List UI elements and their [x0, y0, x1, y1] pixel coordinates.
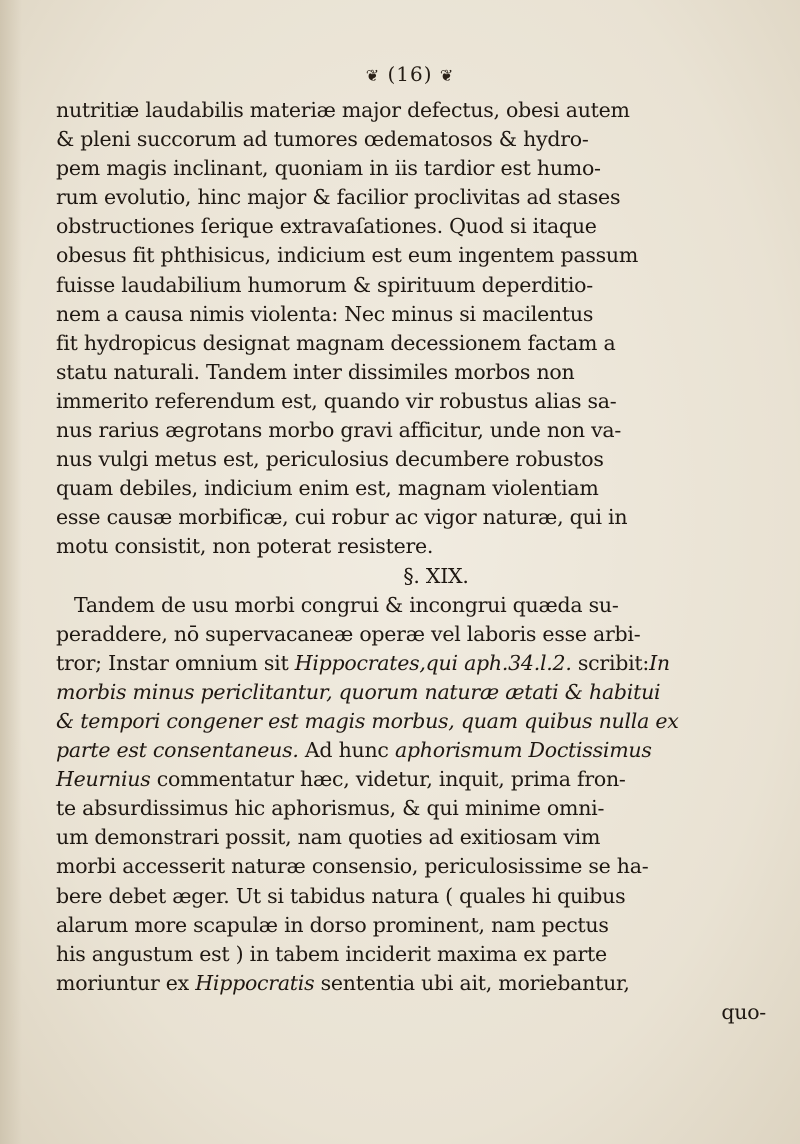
- text-span: scribit:: [571, 650, 650, 675]
- text-line: [56, 940, 776, 969]
- text-span: motu consistit, non poterat resistere.: [56, 534, 434, 559]
- text-span: moriuntur ex: [56, 970, 196, 995]
- italic-text-span: Hippocrates,qui aph.34.l.2.: [294, 650, 572, 675]
- text-line: [56, 445, 776, 474]
- page-spine-shadow: [0, 0, 22, 1144]
- text-span: fuisse laudabilium humorum & spirituum deperditio-: [56, 272, 593, 297]
- text-span: §. XIX.: [403, 563, 469, 588]
- text-line: [56, 474, 776, 503]
- text-line: [56, 387, 776, 416]
- text-line: [56, 329, 776, 358]
- text-line: [56, 882, 776, 911]
- text-span: his angustum est ) in tabem inciderit maxima ex parte: [56, 941, 607, 966]
- text-span: Tandem de usu morbi congrui & incongrui quæda su-: [74, 592, 619, 617]
- italic-text-span: & tempori congener est magis morbus, quam quibus nulla ex: [56, 708, 679, 733]
- text-line: [56, 241, 776, 270]
- page-header: [300, 62, 520, 86]
- text-span: statu naturali. Tandem inter dissimiles morbos non: [56, 359, 575, 384]
- text-line: [56, 969, 776, 998]
- text-line: [56, 96, 776, 125]
- italic-text-span: In: [649, 650, 670, 675]
- text-line: [56, 591, 776, 620]
- text-span: te absurdissimus hic aphorismus, & qui minime omni-: [56, 796, 605, 821]
- text-span: um demonstrari possit, nam quoties ad exitiosam vim: [56, 825, 601, 850]
- body-text: [56, 96, 776, 1027]
- text-span: nus rarius ægrotans morbo gravi afficitur, unde non va-: [56, 418, 622, 443]
- text-line: [56, 212, 776, 241]
- italic-text-span: aphorismum Doctissimus: [394, 738, 652, 763]
- section-heading: [56, 562, 776, 591]
- right-ornament-icon: ❦: [439, 66, 455, 85]
- text-span: nus vulgi metus est, periculosius decumbere robustos: [56, 447, 604, 472]
- text-span: obstructiones ſerique extravaſationes. Quod si itaque: [56, 214, 597, 239]
- text-line: [56, 532, 776, 561]
- text-span: fit hydropicus designat magnam decessionem factam a: [56, 330, 616, 355]
- italic-text-span: parte est consentaneus.: [56, 738, 299, 763]
- text-line: [56, 649, 776, 678]
- text-line: [56, 620, 776, 649]
- italic-text-span: Heurnius: [56, 767, 151, 792]
- text-span: commentatur hæc, videtur, inquit, prima fron-: [150, 767, 626, 792]
- text-span: alarum more scapulæ in dorso prominent, nam pectus: [56, 912, 609, 937]
- text-line: [56, 416, 776, 445]
- text-line: [56, 358, 776, 387]
- text-line: [56, 852, 776, 881]
- text-line: [56, 300, 776, 329]
- text-span: peraddere, nō supervacaneæ operæ vel laboris esse arbi-: [56, 621, 641, 646]
- text-line: [56, 125, 776, 154]
- text-span: nem a causa nimis violenta: Nec minus si macilentus: [56, 301, 594, 326]
- text-span: esse causæ morbificæ, cui robur ac vigor naturæ, qui in: [56, 505, 628, 530]
- text-span: obesus fit phthisicus, indicium est eum ingentem passum: [56, 243, 639, 268]
- text-line: [56, 183, 776, 212]
- text-span: & pleni succorum ad tumores œdematosos & hydro-: [56, 127, 589, 152]
- text-span: bere debet æger. Ut si tabidus natura ( quales hi quibus: [56, 883, 626, 908]
- text-span: tror; Instar omnium sit: [56, 650, 295, 675]
- text-line: [56, 765, 776, 794]
- text-span: immerito referendum est, quando vir robustus alias sa-: [56, 388, 617, 413]
- text-span: sententia ubi ait, moriebantur,: [314, 970, 630, 995]
- text-line: [56, 271, 776, 300]
- text-line: [56, 154, 776, 183]
- text-line: [56, 998, 776, 1027]
- text-line: [56, 707, 776, 736]
- text-span: rum evolutio, hinc major & facilior proclivitas ad stases: [56, 185, 621, 210]
- italic-text-span: Hippocratis: [195, 970, 315, 995]
- text-span: morbi accesserit naturæ consensio, periculosissime se ha-: [56, 854, 649, 879]
- page-number: (16): [387, 62, 433, 86]
- left-ornament-icon: ❦: [365, 66, 381, 85]
- text-span: pem magis inclinant, quoniam in iis tardior est humo-: [56, 156, 601, 181]
- text-line: [56, 794, 776, 823]
- text-span: Ad hunc: [298, 738, 395, 763]
- text-line: [56, 911, 776, 940]
- text-line: [56, 503, 776, 532]
- text-span: nutritiæ laudabilis materiæ major defectus, obesi autem: [56, 98, 630, 122]
- text-span: quam debiles, indicium enim est, magnam violentiam: [56, 476, 599, 501]
- text-line: [56, 678, 776, 707]
- text-line: [56, 736, 776, 765]
- italic-text-span: morbis minus periclitantur, quorum naturæ ætati & habitui: [56, 679, 661, 704]
- text-line: [56, 823, 776, 852]
- text-span: quo-: [721, 999, 766, 1024]
